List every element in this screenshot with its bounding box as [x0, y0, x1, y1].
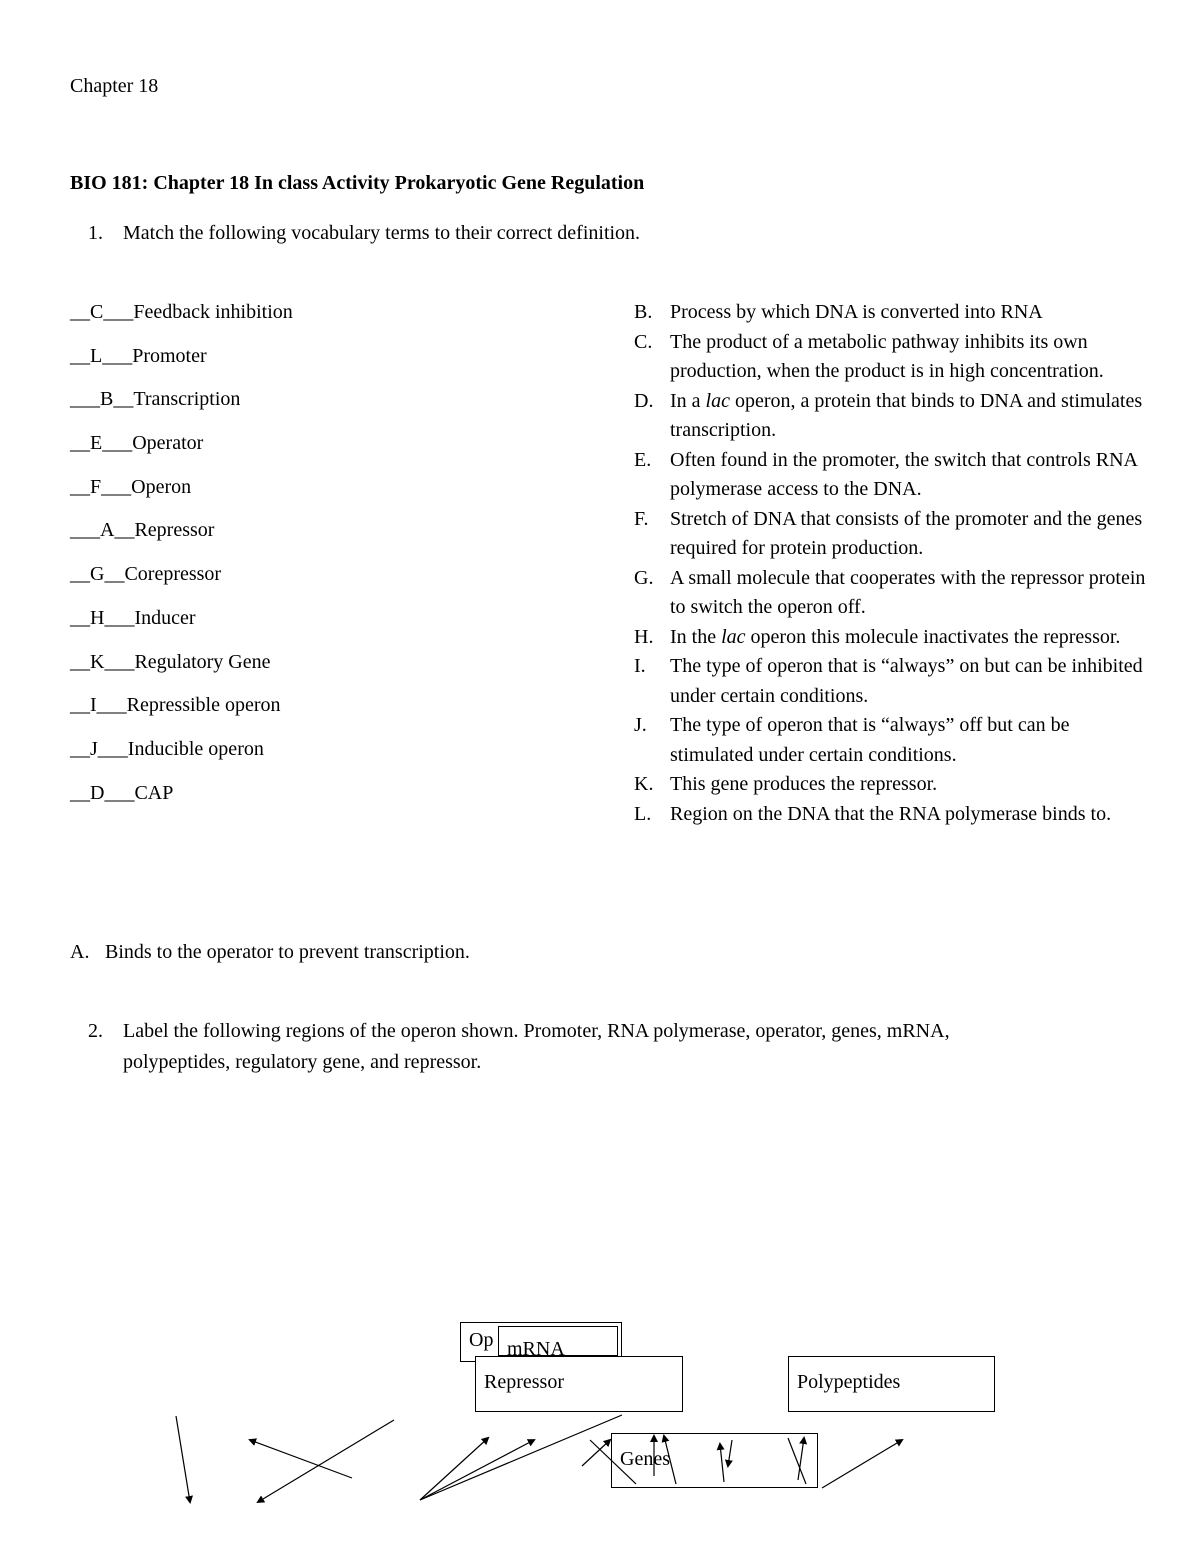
definition-text: A small molecule that cooperates with the repressor protein to switch the operon off.: [670, 566, 1146, 618]
term-row: __E___Operator: [70, 432, 204, 455]
q2-prompt-line1: Label the following regions of the operon shown. Promoter, RNA polymerase, operator, genes, mRNA,: [123, 1020, 950, 1042]
term-row: ___B__Transcription: [70, 388, 241, 411]
term-row: ___A__Repressor: [70, 519, 215, 542]
repressor-label-box[interactable]: [475, 1356, 683, 1412]
genes-label-box[interactable]: [611, 1433, 818, 1488]
definition-letter: F.: [634, 507, 649, 530]
polypeptides-label: Polypeptides: [797, 1371, 901, 1393]
arrow-line[interactable]: [258, 1420, 394, 1502]
definition-text: Process by which DNA is converted into RNA: [670, 301, 1043, 323]
definition-text: The product of a metabolic pathway inhibits its own production, when the product is in high concentration.: [670, 330, 1104, 382]
definition-letter: I.: [634, 655, 646, 677]
mrna-label-box[interactable]: [498, 1326, 618, 1356]
arrow-line[interactable]: [176, 1416, 190, 1502]
polypeptides-label-box[interactable]: [788, 1356, 995, 1412]
definition-letter: C.: [634, 330, 653, 353]
term-row: __L___Promoter: [70, 344, 207, 367]
op-label: Op: [469, 1329, 494, 1351]
definition-text: The type of operon that is “always” on but can be inhibited under certain conditions.: [670, 655, 1143, 707]
genes-label: Genes: [620, 1448, 670, 1470]
arrow-line[interactable]: [822, 1440, 902, 1488]
definition-text: Stretch of DNA that consists of the promoter and the genes required for protein production.: [670, 507, 1143, 559]
term-row: __F___Operon: [70, 475, 192, 498]
q2-prompt-line2: polypeptides, regulatory gene, and repressor.: [123, 1051, 482, 1073]
definition-text: This gene produces the repressor.: [670, 773, 938, 795]
definition-letter: E.: [634, 448, 652, 471]
repressor-label: Repressor: [484, 1371, 564, 1393]
mrna-label: mRNA: [507, 1338, 565, 1356]
definition-letter: H.: [634, 625, 654, 648]
definition-text: The type of operon that is “always” off but can be stimulated under certain conditions.: [670, 714, 1070, 766]
definition-a-text: Binds to the operator to prevent transcription.: [105, 941, 470, 963]
definition-letter: D.: [634, 389, 654, 412]
arrow-line[interactable]: [420, 1440, 534, 1500]
term-row: __G__Corepressor: [70, 563, 222, 586]
definition-letter: J.: [634, 714, 647, 736]
definition-text: In the lac operon this molecule inactivates the repressor.: [670, 625, 1121, 648]
arrow-line[interactable]: [582, 1440, 610, 1466]
definition-text: Region on the DNA that the RNA polymerase binds to.: [670, 802, 1112, 825]
term-row: __K___Regulatory Gene: [70, 650, 271, 673]
chapter-header: Chapter 18: [70, 75, 159, 97]
page-title: BIO 181: Chapter 18 In class Activity Prokaryotic Gene Regulation: [70, 172, 645, 194]
definition-letter: B.: [634, 301, 653, 323]
q1-number: 1.: [88, 222, 103, 244]
q1-prompt: Match the following vocabulary terms to their correct definition.: [123, 222, 641, 244]
definition-letter: G.: [634, 566, 654, 589]
definition-letter: L.: [634, 802, 652, 825]
lac-italic: lac: [705, 389, 730, 412]
term-row: __C___Feedback inhibition: [70, 301, 293, 323]
definition-letter: K.: [634, 773, 654, 795]
q2-number: 2.: [88, 1020, 103, 1042]
arrow-line[interactable]: [250, 1440, 352, 1478]
term-row: __D___CAP: [70, 781, 174, 804]
term-row: __I___Repressible operon: [70, 694, 281, 717]
term-row: __H___Inducer: [70, 606, 196, 629]
definition-a-letter: A.: [70, 941, 90, 963]
definition-text: In a lac operon, a protein that binds to DNA and stimulates transcription.: [670, 389, 1143, 441]
term-row: __J___Inducible operon: [70, 737, 264, 760]
lac-italic: lac: [721, 625, 746, 648]
definition-text: Often found in the promoter, the switch that controls RNA polymerase access to the DNA.: [670, 448, 1137, 500]
